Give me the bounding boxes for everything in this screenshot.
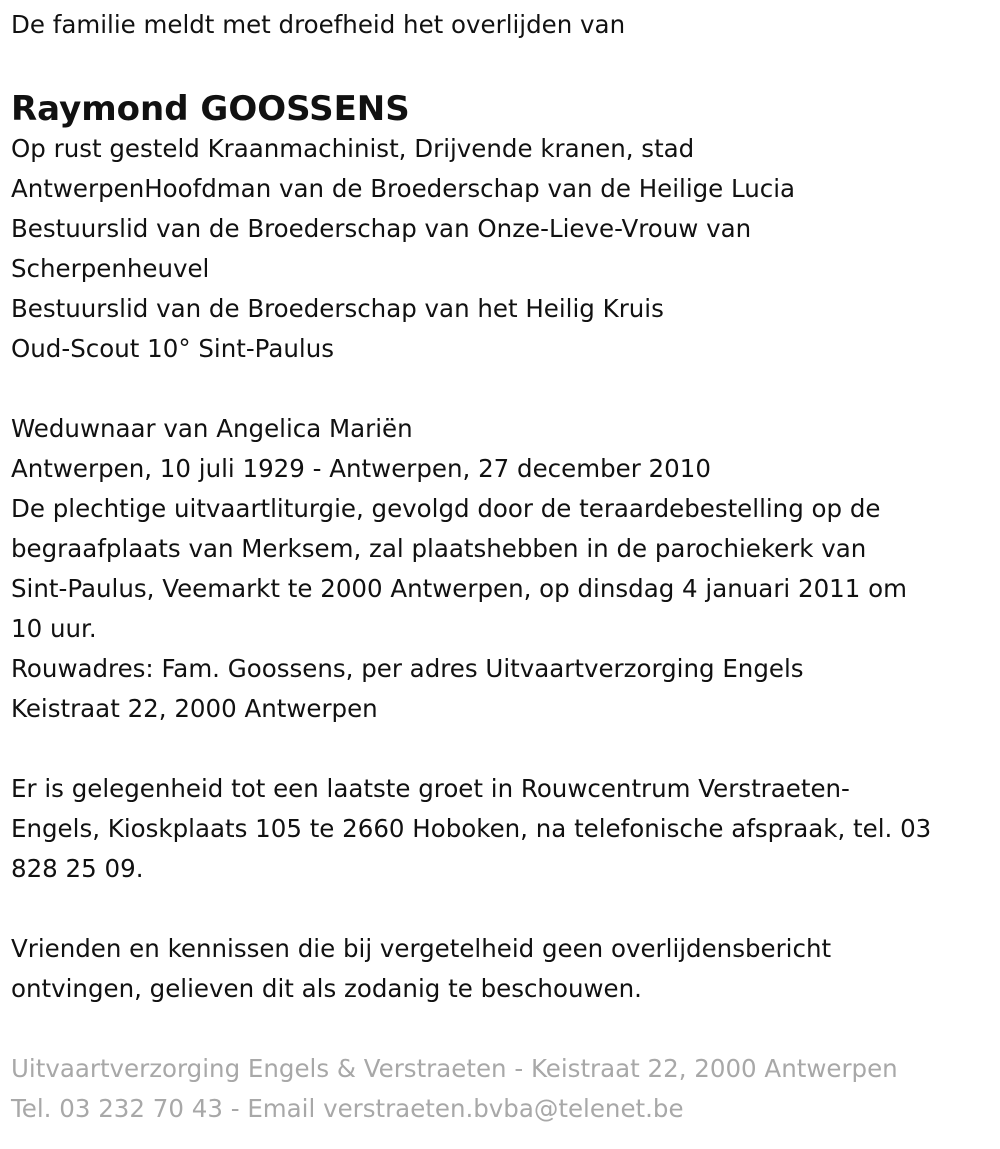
- title-line: Oud-Scout 10° Sint-Paulus: [11, 334, 334, 363]
- detail-line: Antwerpen, 10 juli 1929 - Antwerpen, 27 december 2010: [11, 454, 711, 483]
- detail-line: begraafplaats van Merksem, zal plaatshebben in de parochiekerk van: [11, 534, 867, 563]
- detail-line: Rouwadres: Fam. Goossens, per adres Uitvaartverzorging Engels: [11, 654, 804, 683]
- spacer: [11, 729, 996, 769]
- farewell-line: Engels, Kioskplaats 105 te 2660 Hoboken, na telefonische afspraak, tel. 03: [11, 814, 932, 843]
- detail-line: Keistraat 22, 2000 Antwerpen: [11, 694, 378, 723]
- notice-block: [11, 929, 996, 1009]
- spacer: [11, 1009, 996, 1049]
- detail-line: Weduwnaar van Angelica Mariën: [11, 414, 413, 443]
- title-line: Bestuurslid van de Broederschap van Onze-Lieve-Vrouw van: [11, 214, 752, 243]
- obituary-notice: [11, 5, 996, 1129]
- farewell-line: Er is gelegenheid tot een laatste groet in Rouwcentrum Verstraeten-: [11, 774, 850, 803]
- title-line: Scherpenheuvel: [11, 254, 210, 283]
- detail-line: De plechtige uitvaartliturgie, gevolgd door de teraardebestelling op de: [11, 494, 881, 523]
- notice-line: ontvingen, gelieven dit als zodanig te beschouwen.: [11, 974, 642, 1003]
- title-line: AntwerpenHoofdman van de Broederschap van de Heilige Lucia: [11, 174, 796, 203]
- spacer: [11, 369, 996, 409]
- spacer: [11, 889, 996, 929]
- intro-text: De familie meldt met droefheid het overlijden van: [11, 10, 626, 39]
- titles-block: [11, 129, 996, 369]
- funeral-home-footer: [11, 1049, 996, 1129]
- farewell-line: 828 25 09.: [11, 854, 144, 883]
- title-line: Bestuurslid van de Broederschap van het Heilig Kruis: [11, 294, 664, 323]
- footer-contact: Tel. 03 232 70 43 - Email verstraeten.bvba@telenet.be: [11, 1094, 684, 1123]
- details-block: [11, 409, 996, 729]
- detail-line: Sint-Paulus, Veemarkt te 2000 Antwerpen, op dinsdag 4 januari 2011 om: [11, 574, 907, 603]
- footer-address: Uitvaartverzorging Engels & Verstraeten - Keistraat 22, 2000 Antwerpen: [11, 1054, 898, 1083]
- notice-line: Vrienden en kennissen die bij vergetelheid geen overlijdensbericht: [11, 934, 832, 963]
- title-line: Op rust gesteld Kraanmachinist, Drijvende kranen, stad: [11, 134, 695, 163]
- detail-line: 10 uur.: [11, 614, 97, 643]
- spacer: [11, 45, 996, 85]
- farewell-block: [11, 769, 996, 889]
- deceased-name: Raymond GOOSSENS: [11, 89, 410, 129]
